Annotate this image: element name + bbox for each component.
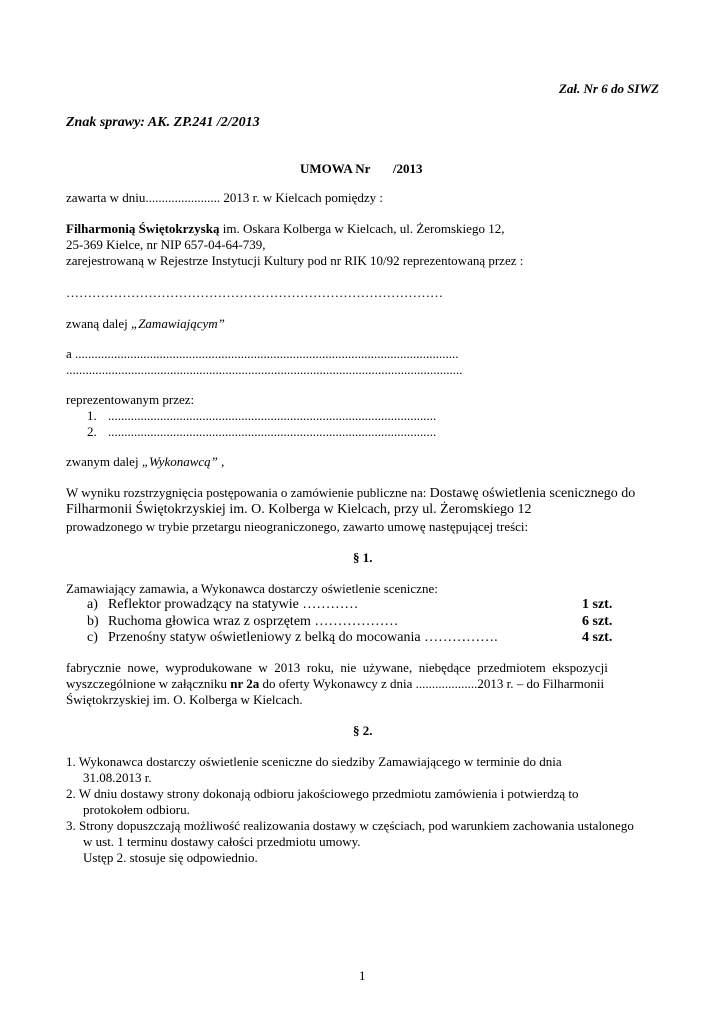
procurement-subject: Dostawę oświetlenia scenicznego do	[429, 486, 636, 501]
section-2-point-2-line-2: protokołem odbioru.	[83, 802, 190, 817]
party-line-3: zarejestrowaną w Rejestrze Instytucji Kultury pod nr RIK 10/92 reprezentowaną przez :	[66, 253, 524, 268]
section-2-point-3-line-2: w ust. 1 terminu dostawy całości przedmiotu umowy.	[83, 834, 361, 849]
condition-note-line-2	[66, 677, 604, 691]
party-line-1	[66, 222, 504, 236]
contract-title: UMOWA Nr /2013	[300, 161, 423, 176]
order-item-b-quantity: 6 szt.	[582, 614, 613, 629]
party-name: Filharmonią Świętokrzyską	[66, 221, 220, 236]
section-1-heading: § 1.	[353, 550, 373, 565]
party-line-2: 25-369 Kielce, nr NIP 657-04-64-739,	[66, 237, 266, 252]
condition-note-prefix: wyszczególnione w załączniku	[66, 676, 231, 691]
order-item-c-quantity: 4 szt.	[582, 630, 613, 645]
section-2-point-3-line-1: 3. Strony dopuszczają możliwość realizowania dostawy w częściach, pod warunkiem zachowania ustalonego	[66, 818, 634, 833]
order-item-b-text: Ruchoma głowica wraz z osprzętem ………………	[108, 614, 399, 629]
representative-1-dots: .....................................................................................................	[108, 408, 437, 423]
representative-2-number: 2.	[87, 424, 97, 439]
attachment-number: nr 2a	[230, 676, 260, 691]
order-item-a-marker: a)	[87, 597, 98, 612]
order-item-a-quantity: 1 szt.	[582, 597, 613, 612]
represented-by-label: reprezentowanym przez:	[66, 392, 195, 407]
procurement-line-3: prowadzonego w trybie przetargu nieograniczonego, zawarto umowę następującej treści:	[66, 519, 529, 534]
attachment-label: Zał. Nr 6 do SIWZ	[558, 81, 659, 96]
contractor-called-prefix: zwanym dalej	[66, 454, 142, 469]
section-2-point-3-line-3: Ustęp 2. stosuje się odpowiednio.	[83, 850, 258, 865]
contractor-line-1: a ......................................................................................................................	[66, 346, 459, 361]
section-2-point-1-line-1: 1. Wykonawca dostarczy oświetlenie sceniczne do siedziby Zamawiającego w terminie do dnia	[66, 754, 562, 769]
section-2-point-2-line-1: 2. W dniu dostawy strony dokonają odbioru jakościowego przedmiotu zamówienia i potwierdzą to	[66, 786, 579, 801]
procurement-line-2: Filharmonii Świętokrzyskiej im. O. Kolberga w Kielcach, przy ul. Żeromskiego 12	[66, 502, 532, 517]
section-2-heading: § 2.	[353, 723, 373, 738]
order-item-c-text: Przenośny statyw oświetleniowy z belką do mocowania …………….	[108, 630, 498, 645]
order-item-a-text: Reflektor prowadzący na statywie …………	[108, 597, 359, 612]
contractor-line-2: ..........................................................................................................................	[66, 362, 463, 377]
representative-dots: ……………………………………………………………………………	[66, 285, 443, 300]
section-1-intro: Zamawiający zamawia, a Wykonawca dostarczy oświetlenie sceniczne:	[66, 581, 438, 596]
contractor-role: „Wykonawcą” ,	[141, 454, 225, 469]
order-item-c-marker: c)	[87, 630, 98, 645]
procurement-prefix: W wyniku rozstrzygnięcia postępowania o zamówienie publiczne na:	[66, 485, 430, 500]
section-2-point-1-line-2: 31.08.2013 r.	[83, 770, 152, 785]
representative-1-number: 1.	[87, 408, 97, 423]
page-number: 1	[359, 968, 366, 983]
concluded-line: zawarta w dniu....................... 2013 r. w Kielcach pomiędzy :	[66, 190, 383, 205]
case-reference: Znak sprawy: AK. ZP.241 /2/2013	[66, 115, 260, 130]
contractor-designation	[66, 455, 224, 469]
representative-2-dots: .....................................................................................................	[108, 424, 437, 439]
party-address: im. Oskara Kolberga w Kielcach, ul. Żeromskiego 12,	[219, 221, 505, 236]
condition-note-line-1: fabrycznie nowe, wyprodukowane w 2013 roku, nie używane, niebędące przedmiotem ekspozycji	[66, 660, 608, 675]
called-prefix: zwaną dalej	[66, 316, 131, 331]
orderer-role: „Zamawiającym”	[130, 316, 225, 331]
procurement-line-1	[66, 486, 635, 501]
order-item-b-marker: b)	[87, 614, 99, 629]
condition-note-line-3: Świętokrzyskiej im. O. Kolberga w Kielcach.	[66, 692, 303, 707]
orderer-designation	[66, 317, 225, 331]
condition-note-suffix: do oferty Wykonawcy z dnia ...................2013 r. – do Filharmonii	[259, 676, 605, 691]
